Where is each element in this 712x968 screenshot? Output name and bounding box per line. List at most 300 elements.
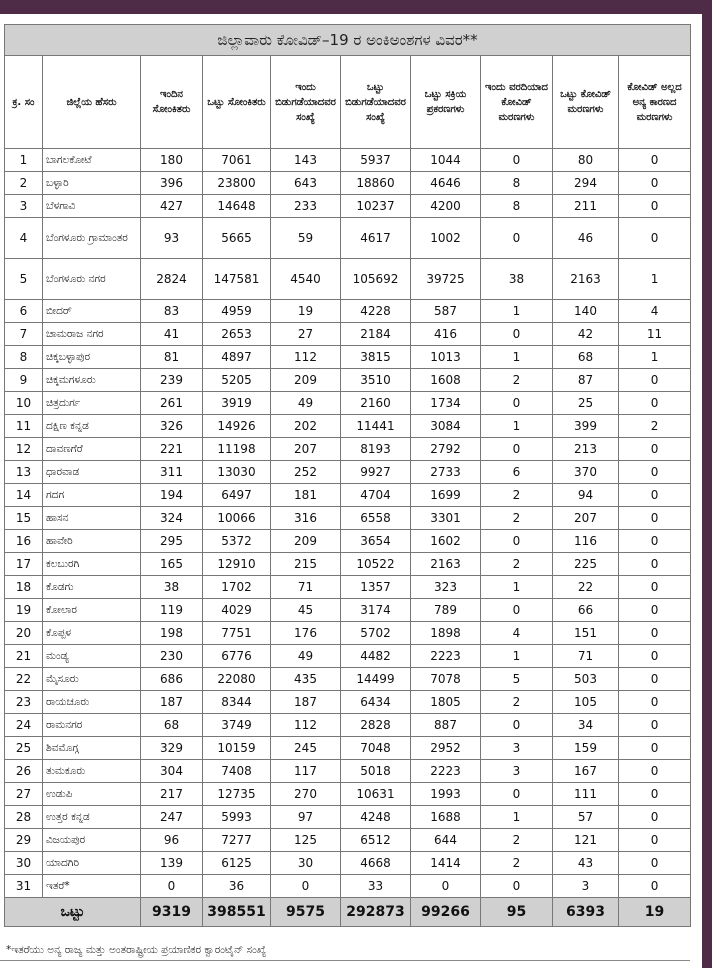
cell-value: 1 <box>481 806 553 829</box>
serial-number: 30 <box>5 852 43 875</box>
cell-value: 83 <box>141 300 203 323</box>
cell-value: 194 <box>141 484 203 507</box>
cell-value: 7751 <box>203 622 271 645</box>
cell-value: 0 <box>481 392 553 415</box>
cell-value: 435 <box>271 668 341 691</box>
district-name: ದಾವಣಗೆರೆ <box>43 438 141 461</box>
district-name: ರಾಯಚೂರು <box>43 691 141 714</box>
cell-value: 4228 <box>341 300 411 323</box>
cell-value: 198 <box>141 622 203 645</box>
cell-value: 3510 <box>341 369 411 392</box>
district-name: ದಕ್ಷಿಣ ಕನ್ನಡ <box>43 415 141 438</box>
table-row <box>5 622 691 645</box>
cell-value: 213 <box>553 438 619 461</box>
cell-value: 644 <box>411 829 481 852</box>
cell-value: 4646 <box>411 172 481 195</box>
cell-value: 125 <box>271 829 341 852</box>
cell-value: 5702 <box>341 622 411 645</box>
serial-number: 17 <box>5 553 43 576</box>
cell-value: 3749 <box>203 714 271 737</box>
cell-value: 2733 <box>411 461 481 484</box>
cell-value: 1805 <box>411 691 481 714</box>
cell-value: 71 <box>271 576 341 599</box>
cell-value: 49 <box>271 392 341 415</box>
cell-value: 14499 <box>341 668 411 691</box>
cell-value: 270 <box>271 783 341 806</box>
table-row <box>5 599 691 622</box>
cell-value: 261 <box>141 392 203 415</box>
column-header-5: ಇಂದು ಬಿಡುಗಡೆಯಾದವರ ಸಂಖ್ಯೆ <box>271 56 341 149</box>
serial-number: 23 <box>5 691 43 714</box>
district-name: ಕೋಲಾರ <box>43 599 141 622</box>
cell-value: 6497 <box>203 484 271 507</box>
column-header-10: ಕೋವಿಡ್ ಅಲ್ಲದ ಅನ್ಯ ಕಾರಣದ ಮರಣಗಳು <box>619 56 691 149</box>
table-row <box>5 507 691 530</box>
cell-value: 119 <box>141 599 203 622</box>
cell-value: 4248 <box>341 806 411 829</box>
cell-value: 2184 <box>341 323 411 346</box>
cell-value: 181 <box>271 484 341 507</box>
cell-value: 12910 <box>203 553 271 576</box>
district-name: ಬೆಳಗಾವಿ <box>43 195 141 218</box>
table-row <box>5 172 691 195</box>
cell-value: 3815 <box>341 346 411 369</box>
district-name: ಧಾರವಾಡ <box>43 461 141 484</box>
cell-value: 0 <box>619 599 691 622</box>
table-row <box>5 369 691 392</box>
cell-value: 9927 <box>341 461 411 484</box>
cell-value: 7277 <box>203 829 271 852</box>
cell-value: 42 <box>553 323 619 346</box>
cell-value: 207 <box>553 507 619 530</box>
table-row <box>5 737 691 760</box>
cell-value: 427 <box>141 195 203 218</box>
cell-value: 18860 <box>341 172 411 195</box>
cell-value: 34 <box>553 714 619 737</box>
cell-value: 13030 <box>203 461 271 484</box>
cell-value: 2 <box>481 484 553 507</box>
table-row <box>5 392 691 415</box>
cell-value: 68 <box>141 714 203 737</box>
cell-value: 324 <box>141 507 203 530</box>
cell-value: 0 <box>619 875 691 898</box>
cell-value: 326 <box>141 415 203 438</box>
table-row <box>5 645 691 668</box>
cell-value: 8 <box>481 172 553 195</box>
cell-value: 0 <box>619 369 691 392</box>
cell-value: 22080 <box>203 668 271 691</box>
cell-value: 33 <box>341 875 411 898</box>
cell-value: 2824 <box>141 259 203 300</box>
cell-value: 96 <box>141 829 203 852</box>
cell-value: 4200 <box>411 195 481 218</box>
cell-value: 2 <box>481 691 553 714</box>
total-value: 95 <box>481 898 553 927</box>
serial-number: 28 <box>5 806 43 829</box>
serial-number: 21 <box>5 645 43 668</box>
cell-value: 0 <box>619 737 691 760</box>
table-row <box>5 259 691 300</box>
table-row <box>5 760 691 783</box>
top-border <box>0 0 712 14</box>
cell-value: 2 <box>481 852 553 875</box>
cell-value: 0 <box>481 783 553 806</box>
cell-value: 0 <box>619 645 691 668</box>
cell-value: 209 <box>271 369 341 392</box>
cell-value: 503 <box>553 668 619 691</box>
cell-value: 370 <box>553 461 619 484</box>
cell-value: 38 <box>141 576 203 599</box>
serial-number: 11 <box>5 415 43 438</box>
cell-value: 19 <box>271 300 341 323</box>
cell-value: 2 <box>481 369 553 392</box>
cell-value: 2160 <box>341 392 411 415</box>
cell-value: 1898 <box>411 622 481 645</box>
serial-number: 4 <box>5 218 43 259</box>
total-value: 6393 <box>553 898 619 927</box>
table-row <box>5 829 691 852</box>
cell-value: 0 <box>619 714 691 737</box>
column-header-7: ಒಟ್ಟು ಸಕ್ರಿಯ ಪ್ರಕರಣಗಳು <box>411 56 481 149</box>
total-row <box>5 898 691 927</box>
district-name: ಕೊಪ್ಪಳ <box>43 622 141 645</box>
cell-value: 2 <box>481 507 553 530</box>
cell-value: 10631 <box>341 783 411 806</box>
cell-value: 329 <box>141 737 203 760</box>
cell-value: 6 <box>481 461 553 484</box>
cell-value: 0 <box>481 875 553 898</box>
cell-value: 11198 <box>203 438 271 461</box>
cell-value: 0 <box>271 875 341 898</box>
cell-value: 0 <box>481 218 553 259</box>
cell-value: 105692 <box>341 259 411 300</box>
table-row <box>5 346 691 369</box>
cell-value: 294 <box>553 172 619 195</box>
cell-value: 887 <box>411 714 481 737</box>
cell-value: 59 <box>271 218 341 259</box>
cell-value: 1993 <box>411 783 481 806</box>
cell-value: 7078 <box>411 668 481 691</box>
cell-value: 0 <box>481 438 553 461</box>
total-value: 9319 <box>141 898 203 927</box>
cell-value: 1602 <box>411 530 481 553</box>
cell-value: 7061 <box>203 149 271 172</box>
cell-value: 36 <box>203 875 271 898</box>
cell-value: 0 <box>481 530 553 553</box>
cell-value: 3 <box>481 760 553 783</box>
cell-value: 2223 <box>411 760 481 783</box>
cell-value: 0 <box>481 149 553 172</box>
cell-value: 2 <box>619 415 691 438</box>
cell-value: 4704 <box>341 484 411 507</box>
total-value: 9575 <box>271 898 341 927</box>
cell-value: 4617 <box>341 218 411 259</box>
cell-value: 1 <box>481 645 553 668</box>
cell-value: 4540 <box>271 259 341 300</box>
cell-value: 176 <box>271 622 341 645</box>
serial-number: 24 <box>5 714 43 737</box>
cell-value: 112 <box>271 346 341 369</box>
cell-value: 14648 <box>203 195 271 218</box>
cell-value: 4 <box>481 622 553 645</box>
cell-value: 22 <box>553 576 619 599</box>
serial-number: 27 <box>5 783 43 806</box>
cell-value: 5018 <box>341 760 411 783</box>
column-header-8: ಇಂದು ವರದಿಯಾದ ಕೋವಿಡ್ ಮರಣಗಳು <box>481 56 553 149</box>
district-name: ಇತರೆ* <box>43 875 141 898</box>
serial-number: 20 <box>5 622 43 645</box>
cell-value: 10159 <box>203 737 271 760</box>
serial-number: 8 <box>5 346 43 369</box>
cell-value: 0 <box>619 829 691 852</box>
serial-number: 15 <box>5 507 43 530</box>
cell-value: 116 <box>553 530 619 553</box>
cell-value: 0 <box>481 599 553 622</box>
cell-value: 6558 <box>341 507 411 530</box>
cell-value: 1 <box>619 346 691 369</box>
cell-value: 46 <box>553 218 619 259</box>
table-row <box>5 323 691 346</box>
cell-value: 1357 <box>341 576 411 599</box>
cell-value: 5993 <box>203 806 271 829</box>
cell-value: 247 <box>141 806 203 829</box>
cell-value: 80 <box>553 149 619 172</box>
cell-value: 230 <box>141 645 203 668</box>
cell-value: 0 <box>619 461 691 484</box>
cell-value: 252 <box>271 461 341 484</box>
cell-value: 215 <box>271 553 341 576</box>
district-name: ಚಿಕ್ಕಬಳ್ಳಾಪುರ <box>43 346 141 369</box>
cell-value: 225 <box>553 553 619 576</box>
cell-value: 0 <box>619 783 691 806</box>
district-name: ಮೈಸೂರು <box>43 668 141 691</box>
cell-value: 0 <box>481 323 553 346</box>
cell-value: 2 <box>481 553 553 576</box>
cell-value: 2792 <box>411 438 481 461</box>
cell-value: 0 <box>619 438 691 461</box>
footnote-underline <box>0 960 690 961</box>
table-row <box>5 668 691 691</box>
district-name: ಉಡುಪಿ <box>43 783 141 806</box>
table-row <box>5 553 691 576</box>
serial-number: 9 <box>5 369 43 392</box>
column-header-2: ಜಿಲ್ಲೆಯ ಹೆಸರು <box>43 56 141 149</box>
table-row <box>5 484 691 507</box>
total-label: ಒಟ್ಟು <box>5 898 141 927</box>
document-sheet <box>0 14 702 968</box>
cell-value: 5937 <box>341 149 411 172</box>
cell-value: 3301 <box>411 507 481 530</box>
cell-value: 30 <box>271 852 341 875</box>
cell-value: 0 <box>619 760 691 783</box>
district-name: ಬೆಂಗಳೂರು ನಗರ <box>43 259 141 300</box>
cell-value: 1 <box>481 415 553 438</box>
cell-value: 0 <box>619 218 691 259</box>
cell-value: 10522 <box>341 553 411 576</box>
cell-value: 217 <box>141 783 203 806</box>
cell-value: 2952 <box>411 737 481 760</box>
table-row <box>5 300 691 323</box>
covid-stats-table <box>4 24 691 927</box>
cell-value: 140 <box>553 300 619 323</box>
cell-value: 1414 <box>411 852 481 875</box>
cell-value: 8344 <box>203 691 271 714</box>
cell-value: 311 <box>141 461 203 484</box>
cell-value: 202 <box>271 415 341 438</box>
district-name: ಬಾಗಲಕೋಟೆ <box>43 149 141 172</box>
cell-value: 416 <box>411 323 481 346</box>
cell-value: 686 <box>141 668 203 691</box>
district-name: ವಿಜಯಪುರ <box>43 829 141 852</box>
table-row <box>5 149 691 172</box>
cell-value: 209 <box>271 530 341 553</box>
cell-value: 1702 <box>203 576 271 599</box>
district-name: ಚಿತ್ರದುರ್ಗ <box>43 392 141 415</box>
column-header-1: ಕ್ರ. ಸಂ <box>5 56 43 149</box>
cell-value: 94 <box>553 484 619 507</box>
cell-value: 2223 <box>411 645 481 668</box>
cell-value: 0 <box>619 507 691 530</box>
total-value: 19 <box>619 898 691 927</box>
cell-value: 187 <box>141 691 203 714</box>
cell-value: 0 <box>141 875 203 898</box>
cell-value: 1 <box>481 300 553 323</box>
serial-number: 5 <box>5 259 43 300</box>
serial-number: 14 <box>5 484 43 507</box>
column-header-6: ಒಟ್ಟು ಬಿಡುಗಡೆಯಾದವರ ಸಂಖ್ಯೆ <box>341 56 411 149</box>
table-row <box>5 691 691 714</box>
column-header-9: ಒಟ್ಟು ಕೋವಿಡ್ ಮರಣಗಳು <box>553 56 619 149</box>
table-row <box>5 218 691 259</box>
cell-value: 1002 <box>411 218 481 259</box>
cell-value: 39725 <box>411 259 481 300</box>
cell-value: 2653 <box>203 323 271 346</box>
cell-value: 23800 <box>203 172 271 195</box>
cell-value: 2163 <box>411 553 481 576</box>
cell-value: 2163 <box>553 259 619 300</box>
cell-value: 4 <box>619 300 691 323</box>
cell-value: 239 <box>141 369 203 392</box>
table-title: ಜಿಲ್ಲಾವಾರು ಕೋವಿಡ್–19 ರ ಅಂಕಿಅಂಶಗಳ ವಿವರ** <box>5 25 691 56</box>
cell-value: 3919 <box>203 392 271 415</box>
cell-value: 2 <box>481 829 553 852</box>
column-header-3: ಇಂದಿನ ಸೋಂಕಿತರು <box>141 56 203 149</box>
cell-value: 1044 <box>411 149 481 172</box>
cell-value: 0 <box>619 622 691 645</box>
cell-value: 117 <box>271 760 341 783</box>
cell-value: 399 <box>553 415 619 438</box>
cell-value: 3084 <box>411 415 481 438</box>
cell-value: 323 <box>411 576 481 599</box>
cell-value: 789 <box>411 599 481 622</box>
cell-value: 45 <box>271 599 341 622</box>
cell-value: 105 <box>553 691 619 714</box>
serial-number: 10 <box>5 392 43 415</box>
cell-value: 165 <box>141 553 203 576</box>
table-row <box>5 852 691 875</box>
district-name: ಮಂಡ್ಯ <box>43 645 141 668</box>
table-row <box>5 415 691 438</box>
cell-value: 151 <box>553 622 619 645</box>
table-row <box>5 438 691 461</box>
cell-value: 3654 <box>341 530 411 553</box>
cell-value: 159 <box>553 737 619 760</box>
cell-value: 1 <box>481 576 553 599</box>
table-body <box>5 149 691 898</box>
serial-number: 1 <box>5 149 43 172</box>
cell-value: 68 <box>553 346 619 369</box>
serial-number: 19 <box>5 599 43 622</box>
cell-value: 7048 <box>341 737 411 760</box>
district-name: ಬಳ್ಳಾರಿ <box>43 172 141 195</box>
cell-value: 0 <box>619 392 691 415</box>
cell-value: 87 <box>553 369 619 392</box>
district-name: ಗದಗ <box>43 484 141 507</box>
total-value: 99266 <box>411 898 481 927</box>
district-name: ಉತ್ತರ ಕನ್ನಡ <box>43 806 141 829</box>
cell-value: 11 <box>619 323 691 346</box>
table-row <box>5 195 691 218</box>
serial-number: 2 <box>5 172 43 195</box>
cell-value: 4959 <box>203 300 271 323</box>
cell-value: 12735 <box>203 783 271 806</box>
total-value: 292873 <box>341 898 411 927</box>
cell-value: 111 <box>553 783 619 806</box>
cell-value: 97 <box>271 806 341 829</box>
cell-value: 0 <box>619 530 691 553</box>
cell-value: 112 <box>271 714 341 737</box>
cell-value: 587 <box>411 300 481 323</box>
cell-value: 396 <box>141 172 203 195</box>
cell-value: 316 <box>271 507 341 530</box>
serial-number: 16 <box>5 530 43 553</box>
cell-value: 3174 <box>341 599 411 622</box>
cell-value: 643 <box>271 172 341 195</box>
district-name: ಕೊಡಗು <box>43 576 141 599</box>
district-name: ಚಾಮರಾಜ ನಗರ <box>43 323 141 346</box>
cell-value: 0 <box>619 553 691 576</box>
district-name: ಹಾಸನ <box>43 507 141 530</box>
cell-value: 8193 <box>341 438 411 461</box>
right-border <box>702 0 712 968</box>
cell-value: 3 <box>481 737 553 760</box>
cell-value: 25 <box>553 392 619 415</box>
cell-value: 3 <box>553 875 619 898</box>
cell-value: 0 <box>619 149 691 172</box>
cell-value: 11441 <box>341 415 411 438</box>
cell-value: 5205 <box>203 369 271 392</box>
cell-value: 221 <box>141 438 203 461</box>
district-name: ಚಿಕ್ಕಮಗಳೂರು <box>43 369 141 392</box>
district-name: ತುಮಕೂರು <box>43 760 141 783</box>
cell-value: 10237 <box>341 195 411 218</box>
cell-value: 6512 <box>341 829 411 852</box>
district-name: ಯಾದಗಿರಿ <box>43 852 141 875</box>
cell-value: 27 <box>271 323 341 346</box>
cell-value: 139 <box>141 852 203 875</box>
cell-value: 1013 <box>411 346 481 369</box>
cell-value: 187 <box>271 691 341 714</box>
cell-value: 10066 <box>203 507 271 530</box>
district-name: ಕಲಬುರಗಿ <box>43 553 141 576</box>
cell-value: 211 <box>553 195 619 218</box>
cell-value: 4897 <box>203 346 271 369</box>
district-name: ರಾಮನಗರ <box>43 714 141 737</box>
cell-value: 4668 <box>341 852 411 875</box>
cell-value: 1699 <box>411 484 481 507</box>
table-row <box>5 576 691 599</box>
cell-value: 5372 <box>203 530 271 553</box>
